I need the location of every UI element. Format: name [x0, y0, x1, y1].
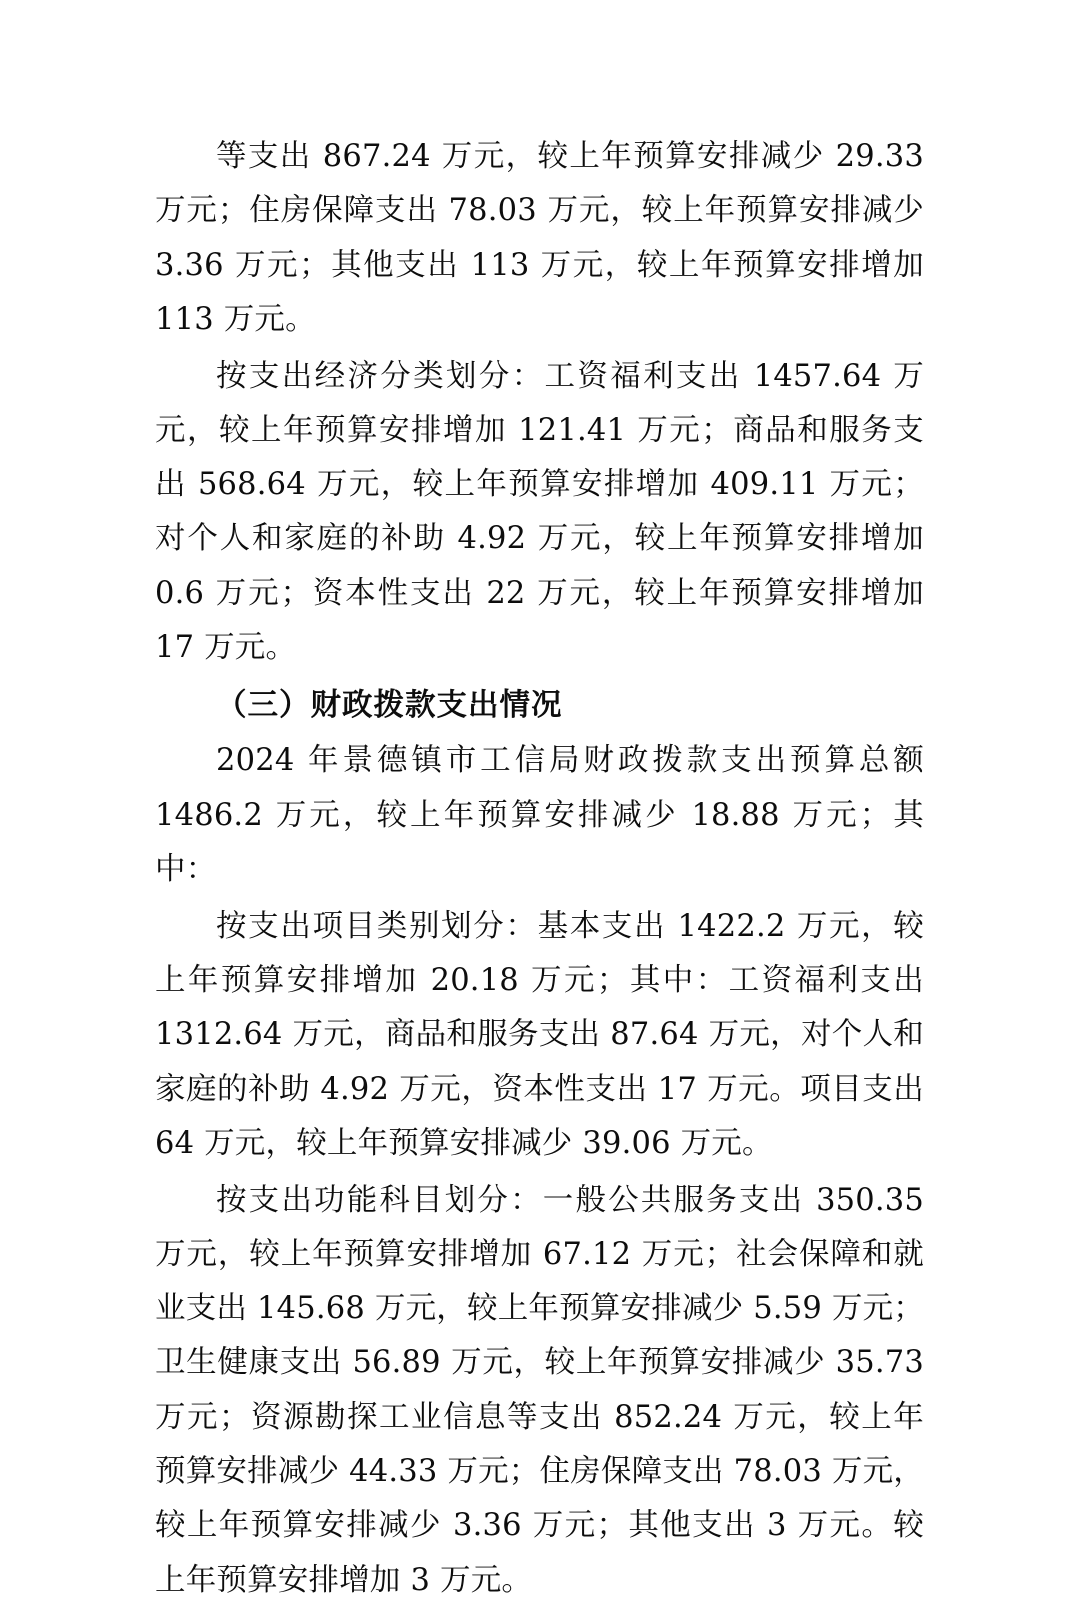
paragraph-economic-classification: 按支出经济分类划分：工资福利支出 1457.64 万元，较上年预算安排增加 121.41 万元；商品和服务支出 568.64 万元，较上年预算安排增加 409.11 万元；对个人和家庭的补助 4.92 万元，较上年预算安排增加 0.6 万元；资本性支出 22 万元，较上年预算安排增加 17 万元。	[155, 358, 924, 665]
paragraph-continuation: 等支出 867.24 万元，较上年预算安排减少 29.33 万元；住房保障支出 78.03 万元，较上年预算安排减少 3.36 万元；其他支出 113 万元，较上年预算安排增加 113 万元。	[155, 139, 924, 337]
paragraph-total-appropriation: 2024 年景德镇市工信局财政拨款支出预算总额 1486.2 万元，较上年预算安排减少 18.88 万元；其中：	[155, 743, 924, 887]
document-body	[155, 130, 924, 1608]
paragraph-by-function-subject: 按支出功能科目划分：一般公共服务支出 350.35 万元，较上年预算安排增加 67.12 万元；社会保障和就业支出 145.68 万元，较上年预算安排减少 5.59 万元；卫生健康支出 56.89 万元，较上年预算安排减少 35.73 万元；资源勘探工业信息等支出 852.24 万元，较上年预算安排减少 44.33 万元；住房保障支出 78.03 万元，较上年预算安排减少 3.36 万元；其他支出 3 万元。较上年预算安排增加 3 万元。	[155, 1182, 924, 1598]
paragraph-by-project-category: 按支出项目类别划分：基本支出 1422.2 万元，较上年预算安排增加 20.18 万元；其中：工资福利支出 1312.64 万元，商品和服务支出 87.64 万元，对个人和家庭的补助 4.92 万元，资本性支出 17 万元。项目支出 64 万元，较上年预算安排减少 39.06 万元。	[155, 908, 924, 1161]
section-heading-fiscal-appropriation: （三）财政拨款支出情况	[216, 686, 563, 723]
